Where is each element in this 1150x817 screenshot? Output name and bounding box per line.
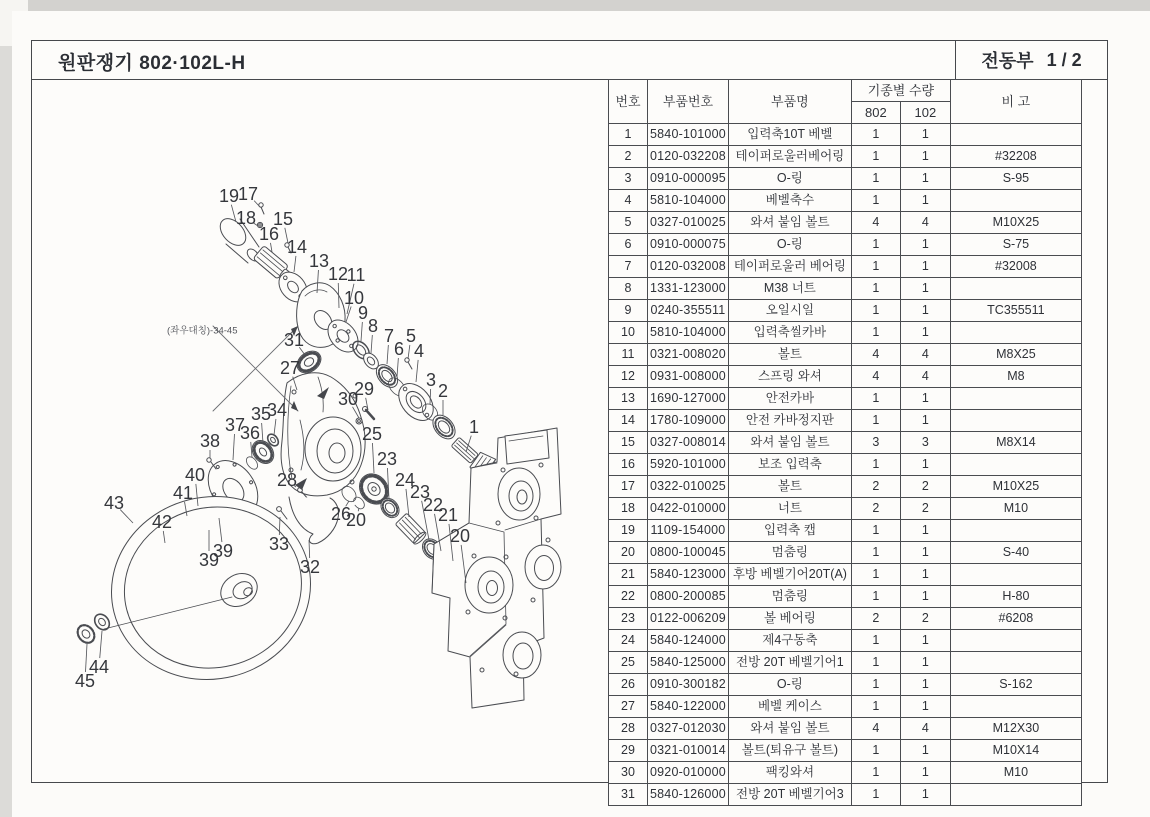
part-washer44 bbox=[92, 611, 113, 632]
table-row bbox=[609, 696, 1082, 718]
cell-part-no: 5840-125000 bbox=[648, 652, 729, 674]
callout-leader bbox=[371, 335, 372, 353]
table-row bbox=[609, 718, 1082, 740]
callout-label: 29 bbox=[353, 379, 375, 399]
cell-qty-802: 1 bbox=[851, 564, 900, 586]
cell-no: 21 bbox=[609, 564, 648, 586]
cell-part-no: 0321-008020 bbox=[648, 344, 729, 366]
callout-label: 35 bbox=[250, 404, 272, 424]
cell-part-name: 스프링 와셔 bbox=[728, 366, 851, 388]
cell-remarks: S-75 bbox=[950, 234, 1081, 256]
callout-label: 37 bbox=[224, 415, 246, 435]
callout-label: 20 bbox=[449, 526, 471, 546]
cell-part-no: 5920-101000 bbox=[648, 454, 729, 476]
cell-qty-102: 1 bbox=[900, 564, 950, 586]
callout-label: 28 bbox=[276, 470, 298, 490]
cell-qty-102: 1 bbox=[900, 322, 950, 344]
cell-no: 3 bbox=[609, 168, 648, 190]
table-row bbox=[609, 652, 1082, 674]
cell-qty-802: 3 bbox=[851, 432, 900, 454]
part-bolt5 bbox=[405, 358, 412, 369]
cell-part-name: 안전 카바정지판 bbox=[728, 410, 851, 432]
cell-remarks: M10X25 bbox=[950, 212, 1081, 234]
cell-qty-102: 1 bbox=[900, 674, 950, 696]
cell-part-name: 멈춤링 bbox=[728, 542, 851, 564]
cell-qty-102: 1 bbox=[900, 520, 950, 542]
cell-no: 9 bbox=[609, 300, 648, 322]
cell-part-no: 1690-127000 bbox=[648, 388, 729, 410]
callout-leader bbox=[372, 443, 374, 473]
cell-qty-802: 1 bbox=[851, 652, 900, 674]
callout-label: 25 bbox=[361, 424, 383, 444]
callout-label: 21 bbox=[437, 505, 459, 525]
table-row bbox=[609, 388, 1082, 410]
parts-table bbox=[608, 79, 1082, 806]
cell-part-name: 안전카바 bbox=[728, 388, 851, 410]
callout-leader bbox=[85, 644, 87, 672]
cell-part-no: 0422-010000 bbox=[648, 498, 729, 520]
cell-part-no: 0931-008000 bbox=[648, 366, 729, 388]
cell-remarks bbox=[950, 388, 1081, 410]
cell-no: 10 bbox=[609, 322, 648, 344]
cell-qty-102: 1 bbox=[900, 388, 950, 410]
cell-part-name: 팩킹와셔 bbox=[728, 762, 851, 784]
cell-part-no: 1109-154000 bbox=[648, 520, 729, 542]
cell-part-name: O-링 bbox=[728, 234, 851, 256]
cell-part-name: 베벨축수 bbox=[728, 190, 851, 212]
gearbox-housing bbox=[432, 428, 561, 708]
part-drive-shaft24 bbox=[395, 513, 427, 546]
cell-no: 18 bbox=[609, 498, 648, 520]
header-part-no: 부품번호 bbox=[648, 80, 729, 124]
callout-leader bbox=[294, 256, 296, 272]
table-row bbox=[609, 432, 1082, 454]
cell-remarks: M12X30 bbox=[950, 718, 1081, 740]
cell-part-name: 와셔 붙임 볼트 bbox=[728, 432, 851, 454]
cell-part-no: 0800-200085 bbox=[648, 586, 729, 608]
cell-part-name: 볼트 bbox=[728, 476, 851, 498]
table-row bbox=[609, 212, 1082, 234]
callout-label: 34 bbox=[266, 400, 288, 420]
cell-remarks: S-40 bbox=[950, 542, 1081, 564]
cell-qty-102: 1 bbox=[900, 190, 950, 212]
cell-qty-102: 1 bbox=[900, 740, 950, 762]
cell-part-name: 후방 베벨기어20T(A) bbox=[728, 564, 851, 586]
parts-table-body bbox=[609, 124, 1082, 806]
cell-qty-802: 1 bbox=[851, 190, 900, 212]
cell-part-no: 5840-122000 bbox=[648, 696, 729, 718]
cell-remarks: TC355511 bbox=[950, 300, 1081, 322]
cell-qty-102: 2 bbox=[900, 498, 950, 520]
callout-label: 44 bbox=[88, 657, 110, 677]
cell-qty-102: 1 bbox=[900, 256, 950, 278]
cell-part-no: 0910-000075 bbox=[648, 234, 729, 256]
callout-label: 12 bbox=[327, 264, 349, 284]
cell-no: 12 bbox=[609, 366, 648, 388]
cell-remarks bbox=[950, 630, 1081, 652]
cell-no: 26 bbox=[609, 674, 648, 696]
table-row bbox=[609, 608, 1082, 630]
part-bearing2 bbox=[428, 411, 459, 443]
cell-remarks: M10 bbox=[950, 762, 1081, 784]
cell-remarks: #6208 bbox=[950, 608, 1081, 630]
cell-qty-802: 1 bbox=[851, 740, 900, 762]
cell-no: 1 bbox=[609, 124, 648, 146]
callout-label: 45 bbox=[74, 671, 96, 691]
callout-leader bbox=[408, 345, 410, 359]
table-row bbox=[609, 740, 1082, 762]
cell-qty-802: 1 bbox=[851, 784, 900, 806]
callout-label: 13 bbox=[308, 251, 330, 271]
callout-label: 30 bbox=[337, 389, 359, 409]
callout-label: 27 bbox=[279, 358, 301, 378]
cell-no: 19 bbox=[609, 520, 648, 542]
cell-no: 5 bbox=[609, 212, 648, 234]
cell-part-name: 전방 20T 베벨기어3 bbox=[728, 784, 851, 806]
callout-label: 31 bbox=[283, 330, 305, 350]
cell-qty-802: 1 bbox=[851, 256, 900, 278]
cell-remarks bbox=[950, 520, 1081, 542]
cell-remarks: M10X14 bbox=[950, 740, 1081, 762]
cell-part-no: 5840-126000 bbox=[648, 784, 729, 806]
callout-label: 22 bbox=[422, 495, 444, 515]
cell-no: 27 bbox=[609, 696, 648, 718]
callout-label: 23 bbox=[409, 482, 431, 502]
cell-part-name: 입력축 캡 bbox=[728, 520, 851, 542]
cell-no: 22 bbox=[609, 586, 648, 608]
cell-part-no: 0321-010014 bbox=[648, 740, 729, 762]
cell-remarks: S-95 bbox=[950, 168, 1081, 190]
cell-no: 23 bbox=[609, 608, 648, 630]
cell-qty-802: 1 bbox=[851, 762, 900, 784]
cell-qty-802: 1 bbox=[851, 586, 900, 608]
callout-label: 6 bbox=[393, 339, 405, 359]
cell-part-name: 입력축씰카바 bbox=[728, 322, 851, 344]
table-row bbox=[609, 498, 1082, 520]
cell-qty-102: 1 bbox=[900, 696, 950, 718]
table-row bbox=[609, 454, 1082, 476]
cell-remarks bbox=[950, 410, 1081, 432]
cell-no: 24 bbox=[609, 630, 648, 652]
table-row bbox=[609, 256, 1082, 278]
cell-remarks: M10 bbox=[950, 498, 1081, 520]
cell-part-no: 0122-006209 bbox=[648, 608, 729, 630]
cell-qty-802: 1 bbox=[851, 168, 900, 190]
cell-qty-102: 4 bbox=[900, 212, 950, 234]
header-qty-802: 802 bbox=[851, 102, 900, 124]
callout-label: 3 bbox=[425, 370, 437, 390]
callout-label: 39 bbox=[198, 550, 220, 570]
cell-qty-102: 1 bbox=[900, 630, 950, 652]
cell-part-no: 5810-104000 bbox=[648, 190, 729, 212]
section-label: 전동부 bbox=[981, 51, 1034, 71]
cell-qty-102: 1 bbox=[900, 586, 950, 608]
callout-label: 40 bbox=[184, 465, 206, 485]
cell-qty-102: 1 bbox=[900, 542, 950, 564]
table-row bbox=[609, 146, 1082, 168]
callout-label: 32 bbox=[299, 557, 321, 577]
cell-part-name: 제4구동축 bbox=[728, 630, 851, 652]
cell-part-name: 너트 bbox=[728, 498, 851, 520]
header-qty-group: 기종별 수량 bbox=[851, 80, 950, 102]
cell-part-no: 0240-355511 bbox=[648, 300, 729, 322]
doc-title: 원판쟁기 802·102L-H bbox=[58, 52, 246, 74]
callout-label: 1 bbox=[468, 417, 480, 437]
cell-no: 20 bbox=[609, 542, 648, 564]
cell-part-name: 볼트 bbox=[728, 344, 851, 366]
header-remarks: 비 고 bbox=[950, 80, 1081, 124]
table-row bbox=[609, 762, 1082, 784]
cell-no: 7 bbox=[609, 256, 648, 278]
callout-label: 14 bbox=[286, 237, 308, 257]
cell-remarks bbox=[950, 124, 1081, 146]
cell-remarks: M8X14 bbox=[950, 432, 1081, 454]
cell-no: 28 bbox=[609, 718, 648, 740]
cell-remarks bbox=[950, 322, 1081, 344]
callout-label: 5 bbox=[405, 326, 417, 346]
cell-qty-802: 1 bbox=[851, 278, 900, 300]
callout-label: 10 bbox=[343, 288, 365, 308]
callout-label: 2 bbox=[437, 381, 449, 401]
cell-no: 16 bbox=[609, 454, 648, 476]
callout-leader bbox=[100, 631, 102, 658]
cell-no: 15 bbox=[609, 432, 648, 454]
callout-leader bbox=[233, 434, 234, 460]
cell-qty-802: 4 bbox=[851, 212, 900, 234]
cell-qty-802: 1 bbox=[851, 410, 900, 432]
table-row bbox=[609, 234, 1082, 256]
cell-qty-102: 1 bbox=[900, 762, 950, 784]
cell-remarks: H-80 bbox=[950, 586, 1081, 608]
cell-no: 6 bbox=[609, 234, 648, 256]
cell-qty-802: 1 bbox=[851, 520, 900, 542]
callout-label: 19 bbox=[218, 186, 240, 206]
callout-label: 43 bbox=[103, 493, 125, 513]
cell-part-name: 보조 입력축 bbox=[728, 454, 851, 476]
cell-qty-102: 3 bbox=[900, 432, 950, 454]
cell-qty-802: 1 bbox=[851, 322, 900, 344]
cell-no: 17 bbox=[609, 476, 648, 498]
cell-qty-802: 2 bbox=[851, 476, 900, 498]
cell-remarks bbox=[950, 564, 1081, 586]
cell-qty-102: 1 bbox=[900, 410, 950, 432]
callout-label: 42 bbox=[151, 512, 173, 532]
cell-part-name: 테이퍼로울러베어링 bbox=[728, 146, 851, 168]
cell-remarks: #32208 bbox=[950, 146, 1081, 168]
cell-qty-802: 2 bbox=[851, 608, 900, 630]
cell-qty-802: 1 bbox=[851, 454, 900, 476]
cell-part-name: 전방 20T 베벨기어1 bbox=[728, 652, 851, 674]
table-row bbox=[609, 124, 1082, 146]
callout-label: 18 bbox=[235, 208, 257, 228]
table-row bbox=[609, 168, 1082, 190]
cell-qty-802: 1 bbox=[851, 696, 900, 718]
cell-no: 31 bbox=[609, 784, 648, 806]
callout-leader bbox=[416, 360, 418, 382]
table-row bbox=[609, 630, 1082, 652]
cell-remarks bbox=[950, 784, 1081, 806]
callout-label: 24 bbox=[394, 470, 416, 490]
cell-qty-102: 1 bbox=[900, 234, 950, 256]
table-row bbox=[609, 366, 1082, 388]
cell-remarks bbox=[950, 190, 1081, 212]
cell-qty-102: 2 bbox=[900, 476, 950, 498]
cell-remarks: M8X25 bbox=[950, 344, 1081, 366]
cell-qty-102: 1 bbox=[900, 146, 950, 168]
page-number: 1 / 2 bbox=[1046, 49, 1082, 70]
callout-label: 39 bbox=[212, 541, 234, 561]
callout-label: 4 bbox=[413, 341, 425, 361]
cell-qty-802: 4 bbox=[851, 344, 900, 366]
callout-leader bbox=[406, 489, 409, 517]
cell-qty-802: 1 bbox=[851, 146, 900, 168]
callout-label: 7 bbox=[383, 326, 395, 346]
callout-leader bbox=[361, 322, 362, 341]
cell-remarks bbox=[950, 278, 1081, 300]
cell-qty-802: 1 bbox=[851, 630, 900, 652]
callout-label: 11 bbox=[346, 265, 366, 285]
cell-part-name: 입력축10T 베벨 bbox=[728, 124, 851, 146]
callout-leader bbox=[397, 358, 398, 377]
cell-part-name: 와셔 붙임 볼트 bbox=[728, 718, 851, 740]
cell-part-name: 볼 베어링 bbox=[728, 608, 851, 630]
cell-part-name: M38 너트 bbox=[728, 278, 851, 300]
cell-qty-102: 4 bbox=[900, 718, 950, 740]
callout-leader bbox=[309, 540, 310, 558]
table-row bbox=[609, 564, 1082, 586]
cell-part-no: 0910-300182 bbox=[648, 674, 729, 696]
cell-part-no: 0327-010025 bbox=[648, 212, 729, 234]
cell-no: 4 bbox=[609, 190, 648, 212]
cell-remarks bbox=[950, 454, 1081, 476]
table-row bbox=[609, 542, 1082, 564]
cell-part-no: 5840-101000 bbox=[648, 124, 729, 146]
part-ring45 bbox=[74, 622, 98, 646]
cell-no: 13 bbox=[609, 388, 648, 410]
callout-label: 17 bbox=[237, 184, 259, 204]
cell-part-name: 오일시일 bbox=[728, 300, 851, 322]
cell-part-no: 5810-104000 bbox=[648, 322, 729, 344]
header-no: 번호 bbox=[609, 80, 648, 124]
cell-part-no: 5840-124000 bbox=[648, 630, 729, 652]
cell-qty-102: 1 bbox=[900, 454, 950, 476]
cell-qty-802: 1 bbox=[851, 124, 900, 146]
table-row bbox=[609, 784, 1082, 806]
table-row bbox=[609, 586, 1082, 608]
cell-part-no: 0327-008014 bbox=[648, 432, 729, 454]
cell-qty-802: 1 bbox=[851, 300, 900, 322]
cell-qty-802: 4 bbox=[851, 718, 900, 740]
cell-no: 2 bbox=[609, 146, 648, 168]
table-row bbox=[609, 674, 1082, 696]
cell-qty-802: 1 bbox=[851, 674, 900, 696]
table-row bbox=[609, 300, 1082, 322]
table-row bbox=[609, 278, 1082, 300]
cell-part-no: 0910-000095 bbox=[648, 168, 729, 190]
cell-part-name: O-링 bbox=[728, 674, 851, 696]
symmetry-note: (좌우대칭)-34-45 bbox=[167, 325, 238, 337]
cell-no: 29 bbox=[609, 740, 648, 762]
callout-label: 33 bbox=[268, 534, 290, 554]
callout-label: 26 bbox=[330, 504, 352, 524]
cell-qty-102: 1 bbox=[900, 784, 950, 806]
cell-qty-802: 1 bbox=[851, 234, 900, 256]
callout-leader bbox=[274, 419, 276, 435]
cell-qty-102: 1 bbox=[900, 278, 950, 300]
cell-qty-102: 1 bbox=[900, 168, 950, 190]
table-row bbox=[609, 520, 1082, 542]
table-row bbox=[609, 322, 1082, 344]
cell-remarks: M10X25 bbox=[950, 476, 1081, 498]
callout-label: 41 bbox=[172, 483, 194, 503]
cell-part-name: 멈춤링 bbox=[728, 586, 851, 608]
callout-label: 36 bbox=[239, 423, 261, 443]
table-row bbox=[609, 190, 1082, 212]
cell-remarks: #32008 bbox=[950, 256, 1081, 278]
cell-no: 14 bbox=[609, 410, 648, 432]
cell-qty-102: 2 bbox=[900, 608, 950, 630]
callout-label: 23 bbox=[376, 449, 398, 469]
cell-remarks bbox=[950, 696, 1081, 718]
cell-qty-802: 1 bbox=[851, 388, 900, 410]
cell-qty-102: 1 bbox=[900, 300, 950, 322]
cell-part-name: 테이퍼로울러 베어링 bbox=[728, 256, 851, 278]
cell-qty-102: 4 bbox=[900, 344, 950, 366]
cell-no: 30 bbox=[609, 762, 648, 784]
callout-label: 38 bbox=[199, 431, 221, 451]
cell-part-no: 0800-100045 bbox=[648, 542, 729, 564]
callout-label: 16 bbox=[258, 224, 280, 244]
cell-part-name: 볼트(퇴유구 볼트) bbox=[728, 740, 851, 762]
cell-qty-102: 4 bbox=[900, 366, 950, 388]
cell-part-no: 0920-010000 bbox=[648, 762, 729, 784]
cell-qty-802: 2 bbox=[851, 498, 900, 520]
table-row bbox=[609, 344, 1082, 366]
callout-leader bbox=[262, 423, 263, 443]
cell-no: 11 bbox=[609, 344, 648, 366]
cell-no: 8 bbox=[609, 278, 648, 300]
cell-qty-102: 1 bbox=[900, 652, 950, 674]
header-qty-102: 102 bbox=[900, 102, 950, 124]
cell-qty-102: 1 bbox=[900, 124, 950, 146]
table-row bbox=[609, 476, 1082, 498]
cell-part-no: 0327-012030 bbox=[648, 718, 729, 740]
cell-part-name: O-링 bbox=[728, 168, 851, 190]
callout-label: 15 bbox=[272, 209, 294, 229]
cell-remarks: M8 bbox=[950, 366, 1081, 388]
cell-part-no: 0120-032208 bbox=[648, 146, 729, 168]
cell-qty-802: 1 bbox=[851, 542, 900, 564]
cell-qty-802: 4 bbox=[851, 366, 900, 388]
cell-no: 25 bbox=[609, 652, 648, 674]
callout-label: 8 bbox=[367, 316, 379, 336]
cell-part-name: 베벨 케이스 bbox=[728, 696, 851, 718]
callout-label: 20 bbox=[345, 510, 367, 530]
header-part-name: 부품명 bbox=[728, 80, 851, 124]
cell-part-no: 1780-109000 bbox=[648, 410, 729, 432]
callout-label: 9 bbox=[357, 303, 369, 323]
table-row bbox=[609, 410, 1082, 432]
cell-remarks bbox=[950, 652, 1081, 674]
cell-part-no: 0120-032008 bbox=[648, 256, 729, 278]
cell-part-no: 1331-123000 bbox=[648, 278, 729, 300]
callout-leader bbox=[387, 345, 388, 364]
cell-part-no: 0322-010025 bbox=[648, 476, 729, 498]
cell-part-name: 와셔 붙임 볼트 bbox=[728, 212, 851, 234]
cell-remarks: S-162 bbox=[950, 674, 1081, 696]
cell-part-no: 5840-123000 bbox=[648, 564, 729, 586]
